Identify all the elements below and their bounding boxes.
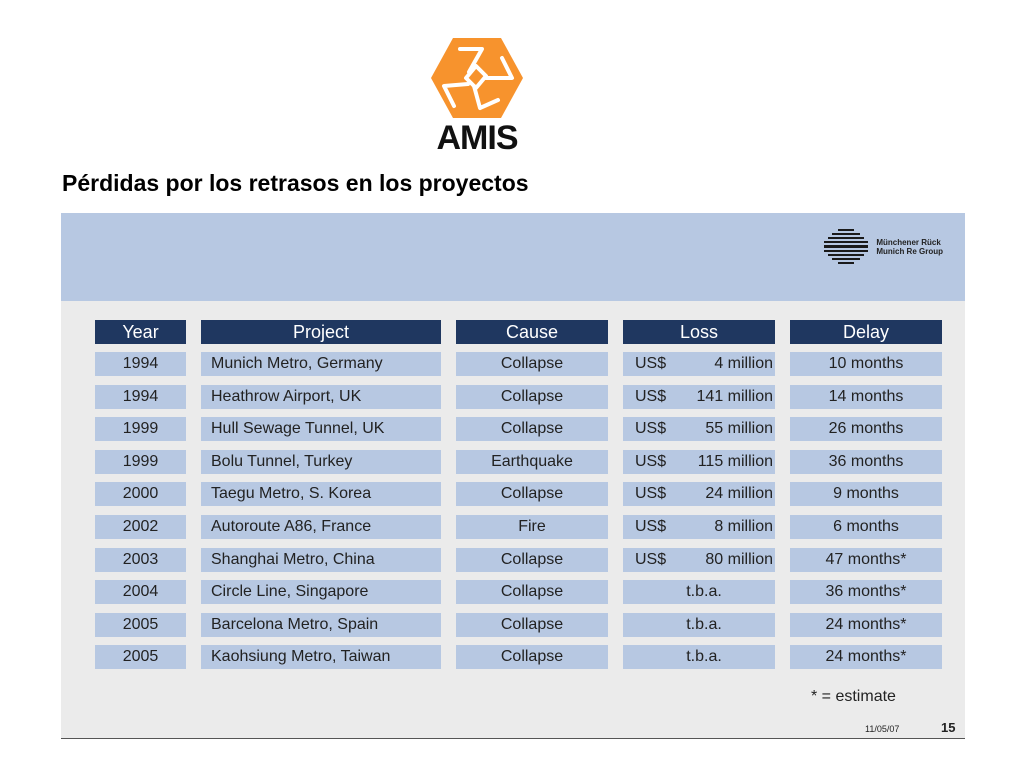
page-number: 15 <box>941 720 956 735</box>
amis-logo <box>418 36 536 156</box>
loss-amount: 80 million <box>705 551 773 568</box>
delay-cell: 26 months <box>790 417 942 441</box>
loss-cell <box>623 352 775 376</box>
slide-panel <box>61 213 965 739</box>
year-cell: 2003 <box>95 548 186 572</box>
project-cell: Autoroute A86, France <box>201 515 441 539</box>
munich-re-icon <box>824 229 868 265</box>
munich-re-name-de: Münchener Rück <box>876 238 941 247</box>
year-cell: 2005 <box>95 613 186 637</box>
amis-logo-mark <box>430 36 524 120</box>
year-cell: 2000 <box>95 482 186 506</box>
delay-cell: 14 months <box>790 385 942 409</box>
project-cell: Taegu Metro, S. Korea <box>201 482 441 506</box>
project-cell: Hull Sewage Tunnel, UK <box>201 417 441 441</box>
delay-cell: 24 months* <box>790 645 942 669</box>
header-cause: Cause <box>456 320 608 344</box>
loss-cell <box>623 613 775 637</box>
loss-tba: t.b.a. <box>686 583 722 600</box>
loss-currency: US$ <box>635 453 667 470</box>
header-delay: Delay <box>790 320 942 344</box>
project-cell: Munich Metro, Germany <box>201 352 441 376</box>
slide-date: 11/05/07 <box>865 724 900 734</box>
cause-cell: Collapse <box>456 352 608 376</box>
project-cell: Barcelona Metro, Spain <box>201 613 441 637</box>
cause-cell: Collapse <box>456 613 608 637</box>
loss-amount: 24 million <box>705 485 773 502</box>
cause-cell: Collapse <box>456 548 608 572</box>
year-cell: 1999 <box>95 450 186 474</box>
loss-amount: 8 million <box>714 518 773 535</box>
munich-re-logo <box>824 229 943 265</box>
delay-cell: 24 months* <box>790 613 942 637</box>
year-cell: 1994 <box>95 385 186 409</box>
loss-cell <box>623 482 775 506</box>
munich-re-name-en: Munich Re Group <box>876 247 943 256</box>
year-cell: 1994 <box>95 352 186 376</box>
cause-cell: Collapse <box>456 482 608 506</box>
header-year: Year <box>95 320 186 344</box>
loss-currency: US$ <box>635 485 667 502</box>
footnote: * = estimate <box>811 688 896 705</box>
loss-cell <box>623 385 775 409</box>
loss-cell <box>623 645 775 669</box>
cause-cell: Collapse <box>456 580 608 604</box>
delay-cell: 6 months <box>790 515 942 539</box>
loss-currency: US$ <box>635 388 667 405</box>
project-cell: Circle Line, Singapore <box>201 580 441 604</box>
loss-currency: US$ <box>635 355 667 372</box>
project-cell: Bolu Tunnel, Turkey <box>201 450 441 474</box>
loss-amount: 141 million <box>696 388 773 405</box>
loss-tba: t.b.a. <box>686 616 722 633</box>
loss-cell <box>623 548 775 572</box>
header-loss: Loss <box>623 320 775 344</box>
loss-currency: US$ <box>635 420 667 437</box>
loss-cell <box>623 417 775 441</box>
year-cell: 2002 <box>95 515 186 539</box>
year-cell: 2004 <box>95 580 186 604</box>
delay-cell: 36 months* <box>790 580 942 604</box>
delay-cell: 36 months <box>790 450 942 474</box>
cause-cell: Collapse <box>456 385 608 409</box>
project-cell: Shanghai Metro, China <box>201 548 441 572</box>
loss-cell <box>623 515 775 539</box>
loss-currency: US$ <box>635 518 667 535</box>
cause-cell: Collapse <box>456 645 608 669</box>
munich-re-text <box>876 238 943 256</box>
delay-cell: 9 months <box>790 482 942 506</box>
delay-cell: 10 months <box>790 352 942 376</box>
year-cell: 2005 <box>95 645 186 669</box>
loss-cell <box>623 450 775 474</box>
year-cell: 1999 <box>95 417 186 441</box>
project-cell: Heathrow Airport, UK <box>201 385 441 409</box>
delay-cell: 47 months* <box>790 548 942 572</box>
header-project: Project <box>201 320 441 344</box>
loss-amount: 4 million <box>714 355 773 372</box>
cause-cell: Fire <box>456 515 608 539</box>
loss-amount: 55 million <box>705 420 773 437</box>
amis-logo-text: AMIS <box>436 119 518 157</box>
slide-header-band <box>61 213 965 301</box>
cause-cell: Earthquake <box>456 450 608 474</box>
project-cell: Kaohsiung Metro, Taiwan <box>201 645 441 669</box>
cause-cell: Collapse <box>456 417 608 441</box>
loss-tba: t.b.a. <box>686 648 722 665</box>
page-title: Pérdidas por los retrasos en los proyectos <box>62 170 529 196</box>
loss-amount: 115 million <box>697 453 773 470</box>
loss-currency: US$ <box>635 551 667 568</box>
loss-cell <box>623 580 775 604</box>
